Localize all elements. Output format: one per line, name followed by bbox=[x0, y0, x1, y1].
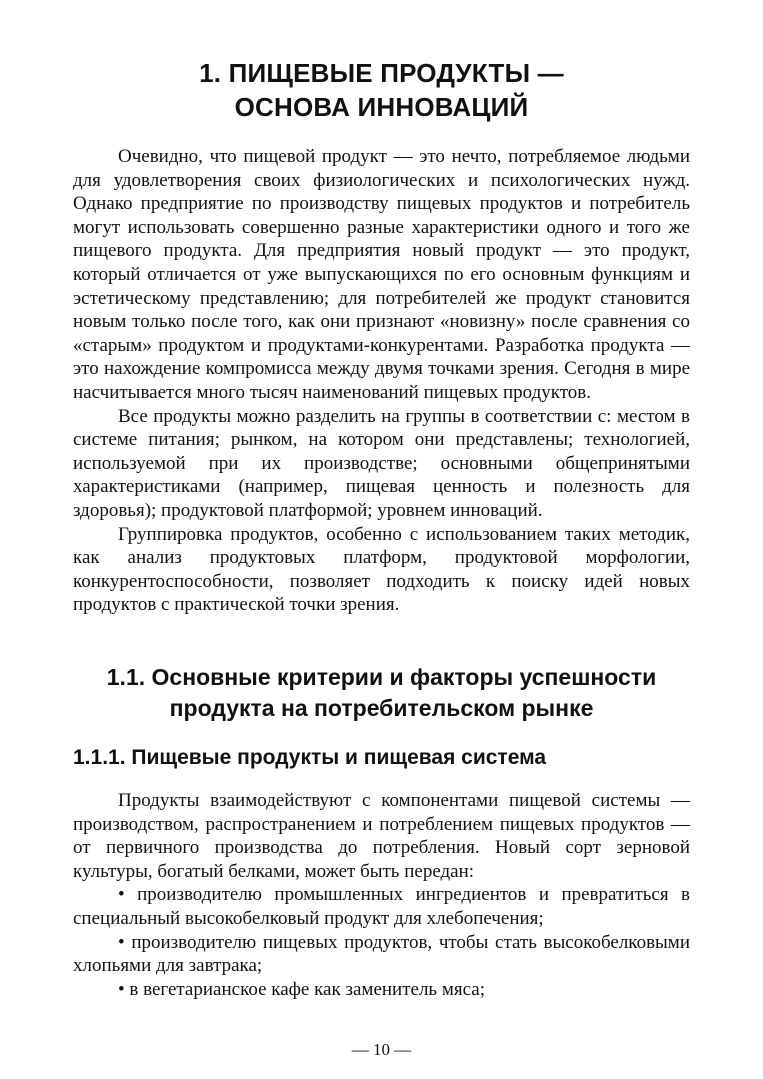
chapter-title bbox=[60, 56, 703, 124]
intro-paragraph-3: Группировка продуктов, особенно с использованием таких методик, как анализ продуктовых платформ, продуктовой морфологии, конкурентоспособности, позволяет подходить к поиску идей новых продуктов с практической точки зрения. bbox=[73, 523, 690, 616]
subsection-text bbox=[73, 789, 690, 1001]
page-number: — 10 — bbox=[351, 1040, 412, 1059]
bullet-item-2 bbox=[73, 931, 690, 978]
bullet-item-1 bbox=[73, 883, 690, 930]
bullet-mark: • bbox=[118, 884, 125, 906]
subsection-paragraph: Продукты взаимодействуют с компонентами пищевой системы — производством, распространением и потреблением пищевых продуктов — от первичного производства до потребления. Новый сорт зерновой культуры, богатый белками, может быть передан: bbox=[73, 790, 690, 882]
intro-text bbox=[73, 145, 690, 617]
intro-paragraph-1: Очевидно, что пищевой продукт — это нечто, потребляемое людьми для удовлетворения своих физиологических и психологических нужд. Однако предприятие по производству пищевых продуктов и потребитель могут использовать совершенно разные характеристики одного и того же пищевого продукта. Для предприятия новый продукт — это продукт, который отличается от уже выпускающихся по его основным функциям и эстетическому представлению; для потребителей же продукт становится новым только после того, как они признают «новизну» после сравнения со «старым» продуктом и продуктами-конкурентами. Разработка продукта — это нахождение компромисса между двумя точками зрения. Сегодня в мире насчитывается много тысяч наименований пищевых продуктов. bbox=[73, 146, 690, 403]
section-heading-line-1: 1.1. Основные критерии и факторы успешности bbox=[106, 664, 657, 690]
bullet-item-3 bbox=[73, 978, 690, 1002]
chapter-title-line-1: 1. ПИЩЕВЫЕ ПРОДУКТЫ — bbox=[199, 58, 564, 88]
bullet-mark: • bbox=[118, 978, 125, 1000]
bullet-text: в вегетарианское кафе как заменитель мяса; bbox=[129, 978, 485, 1000]
section-heading-line-2: продукта на потребительском рынке bbox=[169, 695, 594, 721]
intro-paragraph-2: Все продукты можно разделить на группы в соответствии с: местом в системе питания; рынком, на котором они представлены; технологией, используемой при их производстве; основными общепринятыми характеристиками (например, пищевая ценность и полезность для здоровья); продуктовой платформой; уровнем инноваций. bbox=[73, 405, 690, 521]
bullet-text: производителю промышленных ингредиентов и превратиться в специальный высокобелковый продукт для хлебопечения; bbox=[73, 884, 690, 929]
chapter-title-line-2: ОСНОВА ИННОВАЦИЙ bbox=[234, 92, 529, 122]
bullet-mark: • bbox=[118, 931, 125, 953]
subsection-heading: 1.1.1. Пищевые продукты и пищевая система bbox=[73, 746, 547, 769]
bullet-text: производителю пищевых продуктов, чтобы стать высокобелковыми хлопьями для завтрака; bbox=[73, 931, 690, 977]
section-heading bbox=[60, 662, 703, 724]
